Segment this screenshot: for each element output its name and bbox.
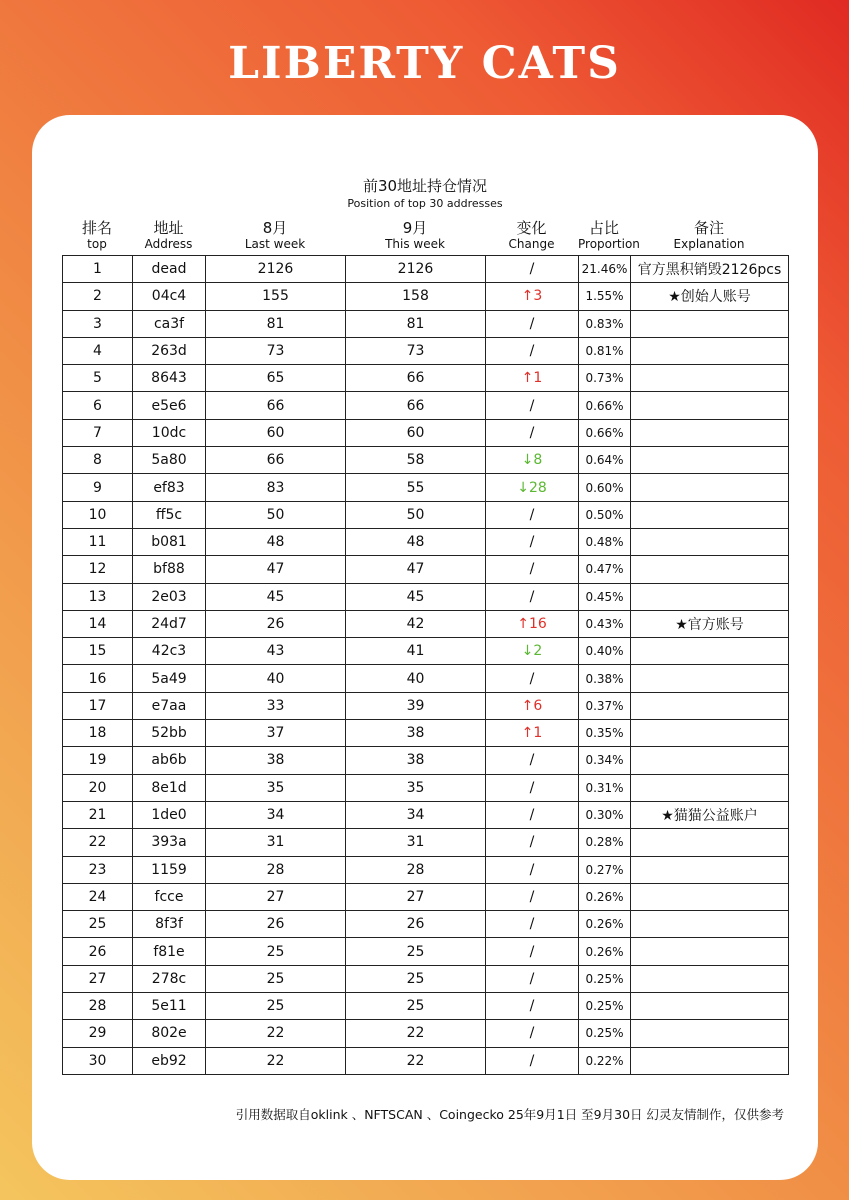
table-row xyxy=(63,665,789,692)
table-row xyxy=(63,310,789,337)
cell-explanation xyxy=(631,638,789,665)
cell-proportion: 0.64% xyxy=(579,447,631,474)
cell-last-week: 37 xyxy=(206,720,346,747)
cell-explanation xyxy=(631,856,789,883)
cell-this-week: 35 xyxy=(346,774,486,801)
cell-rank: 8 xyxy=(63,447,133,474)
cell-change: / xyxy=(486,1047,579,1074)
cell-last-week: 40 xyxy=(206,665,346,692)
cell-rank: 14 xyxy=(63,610,133,637)
cell-last-week: 2126 xyxy=(206,256,346,283)
header-explanation-cn: 备注 xyxy=(693,219,724,237)
cell-last-week: 33 xyxy=(206,692,346,719)
cell-this-week: 47 xyxy=(346,556,486,583)
cell-change: / xyxy=(486,392,579,419)
cell-explanation xyxy=(631,556,789,583)
cell-change: / xyxy=(486,310,579,337)
cell-change: / xyxy=(486,583,579,610)
cell-proportion: 0.26% xyxy=(579,883,631,910)
cell-change: ↓2 xyxy=(486,638,579,665)
cell-this-week: 31 xyxy=(346,829,486,856)
cell-proportion: 0.48% xyxy=(579,528,631,555)
header-change-en: Change xyxy=(508,237,555,251)
cell-address: ff5c xyxy=(133,501,206,528)
cell-explanation xyxy=(631,337,789,364)
cell-rank: 23 xyxy=(63,856,133,883)
cell-proportion: 0.26% xyxy=(579,938,631,965)
cell-proportion: 21.46% xyxy=(579,256,631,283)
cell-change: ↑6 xyxy=(486,692,579,719)
cell-address: e7aa xyxy=(133,692,206,719)
table-row xyxy=(63,474,789,501)
table-row xyxy=(63,747,789,774)
table-row xyxy=(63,801,789,828)
cell-rank: 9 xyxy=(63,474,133,501)
cell-rank: 30 xyxy=(63,1047,133,1074)
cell-explanation xyxy=(631,938,789,965)
cell-this-week: 25 xyxy=(346,965,486,992)
cell-last-week: 73 xyxy=(206,337,346,364)
cell-change: / xyxy=(486,938,579,965)
holdings-table xyxy=(62,255,789,1075)
table-row xyxy=(63,829,789,856)
table-row xyxy=(63,911,789,938)
cell-change: / xyxy=(486,501,579,528)
cell-proportion: 0.81% xyxy=(579,337,631,364)
cell-address: 802e xyxy=(133,1020,206,1047)
cell-change: / xyxy=(486,337,579,364)
cell-address: 5e11 xyxy=(133,993,206,1020)
cell-change: / xyxy=(486,528,579,555)
cell-rank: 13 xyxy=(63,583,133,610)
header-rank-cn: 排名 xyxy=(81,219,112,237)
cell-last-week: 43 xyxy=(206,638,346,665)
table-row xyxy=(63,610,789,637)
table-row xyxy=(63,501,789,528)
cell-explanation: 官方黑积销毁2126pcs xyxy=(631,256,789,283)
cell-address: 5a80 xyxy=(133,447,206,474)
cell-rank: 15 xyxy=(63,638,133,665)
cell-this-week: 26 xyxy=(346,911,486,938)
cell-rank: 27 xyxy=(63,965,133,992)
cell-last-week: 66 xyxy=(206,447,346,474)
cell-this-week: 55 xyxy=(346,474,486,501)
cell-this-week: 66 xyxy=(346,365,486,392)
cell-proportion: 0.37% xyxy=(579,692,631,719)
cell-this-week: 38 xyxy=(346,720,486,747)
cell-proportion: 1.55% xyxy=(579,283,631,310)
cell-rank: 22 xyxy=(63,829,133,856)
cell-proportion: 0.66% xyxy=(579,392,631,419)
cell-proportion: 0.50% xyxy=(579,501,631,528)
cell-rank: 25 xyxy=(63,911,133,938)
cell-rank: 18 xyxy=(63,720,133,747)
header-address-cn: 地址 xyxy=(153,219,184,237)
cell-rank: 6 xyxy=(63,392,133,419)
cell-this-week: 73 xyxy=(346,337,486,364)
table-row xyxy=(63,447,789,474)
cell-this-week: 48 xyxy=(346,528,486,555)
table-row xyxy=(63,583,789,610)
cell-explanation xyxy=(631,310,789,337)
cell-explanation xyxy=(631,965,789,992)
cell-this-week: 22 xyxy=(346,1020,486,1047)
cell-address: f81e xyxy=(133,938,206,965)
cell-change: / xyxy=(486,801,579,828)
cell-rank: 19 xyxy=(63,747,133,774)
cell-change: / xyxy=(486,993,579,1020)
header-explanation xyxy=(630,219,788,252)
cell-rank: 21 xyxy=(63,801,133,828)
cell-proportion: 0.47% xyxy=(579,556,631,583)
cell-change: / xyxy=(486,829,579,856)
cell-proportion: 0.40% xyxy=(579,638,631,665)
table-row xyxy=(63,337,789,364)
cell-change: ↑16 xyxy=(486,610,579,637)
table-row xyxy=(63,283,789,310)
cell-proportion: 0.34% xyxy=(579,747,631,774)
cell-change: / xyxy=(486,747,579,774)
table-row xyxy=(63,720,789,747)
holdings-card xyxy=(32,115,818,1180)
cell-last-week: 47 xyxy=(206,556,346,583)
cell-explanation xyxy=(631,447,789,474)
cell-change: / xyxy=(486,256,579,283)
cell-address: 24d7 xyxy=(133,610,206,637)
table-row xyxy=(63,528,789,555)
cell-address: e5e6 xyxy=(133,392,206,419)
header-this-week-cn: 9月 xyxy=(402,219,428,237)
cell-change: / xyxy=(486,1020,579,1047)
cell-last-week: 35 xyxy=(206,774,346,801)
header-this-week xyxy=(345,219,485,252)
cell-last-week: 60 xyxy=(206,419,346,446)
cell-address: eb92 xyxy=(133,1047,206,1074)
table-row xyxy=(63,392,789,419)
cell-proportion: 0.22% xyxy=(579,1047,631,1074)
cell-address: ab6b xyxy=(133,747,206,774)
cell-explanation xyxy=(631,474,789,501)
cell-this-week: 25 xyxy=(346,938,486,965)
cell-last-week: 22 xyxy=(206,1047,346,1074)
table-title-cn: 前30地址持仓情况 xyxy=(362,177,488,195)
cell-proportion: 0.45% xyxy=(579,583,631,610)
cell-address: ef83 xyxy=(133,474,206,501)
cell-proportion: 0.27% xyxy=(579,856,631,883)
cell-last-week: 25 xyxy=(206,965,346,992)
cell-rank: 11 xyxy=(63,528,133,555)
header-change xyxy=(485,219,578,252)
cell-this-week: 27 xyxy=(346,883,486,910)
cell-address: 263d xyxy=(133,337,206,364)
cell-last-week: 50 xyxy=(206,501,346,528)
cell-address: bf88 xyxy=(133,556,206,583)
cell-last-week: 81 xyxy=(206,310,346,337)
table-row xyxy=(63,365,789,392)
cell-proportion: 0.73% xyxy=(579,365,631,392)
cell-last-week: 26 xyxy=(206,610,346,637)
cell-this-week: 22 xyxy=(346,1047,486,1074)
cell-this-week: 81 xyxy=(346,310,486,337)
header-explanation-en: Explanation xyxy=(673,237,745,251)
source-footer: 引用数据取自oklink 、NFTSCAN 、Coingecko 25年9月1日 至9月30日 幻灵友情制作，仅供参考 xyxy=(235,1107,784,1122)
header-rank xyxy=(62,219,132,252)
cell-explanation xyxy=(631,1047,789,1074)
table-row xyxy=(63,883,789,910)
table-row xyxy=(63,256,789,283)
cell-last-week: 25 xyxy=(206,938,346,965)
cell-address: 8f3f xyxy=(133,911,206,938)
cell-this-week: 38 xyxy=(346,747,486,774)
cell-proportion: 0.66% xyxy=(579,419,631,446)
header-proportion xyxy=(578,219,640,252)
cell-change: ↑1 xyxy=(486,720,579,747)
cell-change: / xyxy=(486,965,579,992)
header-rank-en: top xyxy=(87,237,107,251)
cell-rank: 24 xyxy=(63,883,133,910)
cell-last-week: 155 xyxy=(206,283,346,310)
cell-explanation xyxy=(631,829,789,856)
cell-this-week: 158 xyxy=(346,283,486,310)
cell-explanation xyxy=(631,365,789,392)
cell-last-week: 25 xyxy=(206,993,346,1020)
cell-explanation xyxy=(631,720,789,747)
cell-change: / xyxy=(486,911,579,938)
table-row xyxy=(63,993,789,1020)
cell-last-week: 45 xyxy=(206,583,346,610)
cell-last-week: 34 xyxy=(206,801,346,828)
header-this-week-en: This week xyxy=(385,237,445,251)
cell-change: ↑3 xyxy=(486,283,579,310)
cell-last-week: 38 xyxy=(206,747,346,774)
cell-address: 278c xyxy=(133,965,206,992)
cell-explanation xyxy=(631,1020,789,1047)
table-row xyxy=(63,1020,789,1047)
cell-explanation xyxy=(631,883,789,910)
table-row xyxy=(63,692,789,719)
header-change-cn: 变化 xyxy=(516,219,547,237)
header-last-week-cn: 8月 xyxy=(262,219,288,237)
cell-this-week: 42 xyxy=(346,610,486,637)
cell-change: / xyxy=(486,556,579,583)
cell-rank: 29 xyxy=(63,1020,133,1047)
cell-this-week: 34 xyxy=(346,801,486,828)
cell-last-week: 48 xyxy=(206,528,346,555)
cell-change: / xyxy=(486,883,579,910)
table-title-en: Position of top 30 addresses xyxy=(347,197,503,210)
cell-rank: 20 xyxy=(63,774,133,801)
header-address xyxy=(132,219,205,252)
cell-proportion: 0.60% xyxy=(579,474,631,501)
cell-rank: 17 xyxy=(63,692,133,719)
cell-proportion: 0.43% xyxy=(579,610,631,637)
cell-change: / xyxy=(486,856,579,883)
cell-this-week: 39 xyxy=(346,692,486,719)
cell-this-week: 58 xyxy=(346,447,486,474)
cell-proportion: 0.28% xyxy=(579,829,631,856)
cell-address: 52bb xyxy=(133,720,206,747)
cell-address: 393a xyxy=(133,829,206,856)
column-headers xyxy=(62,219,788,255)
table-row xyxy=(63,419,789,446)
cell-rank: 1 xyxy=(63,256,133,283)
cell-explanation xyxy=(631,665,789,692)
cell-rank: 26 xyxy=(63,938,133,965)
cell-this-week: 41 xyxy=(346,638,486,665)
cell-rank: 2 xyxy=(63,283,133,310)
cell-proportion: 0.31% xyxy=(579,774,631,801)
cell-change: ↑1 xyxy=(486,365,579,392)
cell-this-week: 45 xyxy=(346,583,486,610)
cell-proportion: 0.25% xyxy=(579,993,631,1020)
cell-proportion: 0.25% xyxy=(579,965,631,992)
cell-rank: 12 xyxy=(63,556,133,583)
cell-change: / xyxy=(486,665,579,692)
cell-address: 8e1d xyxy=(133,774,206,801)
cell-address: 04c4 xyxy=(133,283,206,310)
cell-last-week: 65 xyxy=(206,365,346,392)
cell-address: 10dc xyxy=(133,419,206,446)
table-row xyxy=(63,638,789,665)
cell-this-week: 28 xyxy=(346,856,486,883)
cell-explanation xyxy=(631,392,789,419)
cell-rank: 3 xyxy=(63,310,133,337)
cell-change: / xyxy=(486,774,579,801)
cell-proportion: 0.35% xyxy=(579,720,631,747)
cell-last-week: 26 xyxy=(206,911,346,938)
cell-explanation: ★创始人账号 xyxy=(631,283,789,310)
cell-address: fcce xyxy=(133,883,206,910)
cell-this-week: 50 xyxy=(346,501,486,528)
cell-address: 1de0 xyxy=(133,801,206,828)
table-row xyxy=(63,965,789,992)
cell-change: / xyxy=(486,419,579,446)
cell-explanation xyxy=(631,528,789,555)
cell-this-week: 25 xyxy=(346,993,486,1020)
cell-explanation xyxy=(631,583,789,610)
cell-explanation xyxy=(631,501,789,528)
cell-explanation xyxy=(631,692,789,719)
header-last-week xyxy=(205,219,345,252)
cell-address: 2e03 xyxy=(133,583,206,610)
table-row xyxy=(63,856,789,883)
header-last-week-en: Last week xyxy=(244,237,306,251)
header-proportion-cn: 占比 xyxy=(588,219,619,237)
cell-explanation xyxy=(631,774,789,801)
cell-proportion: 0.38% xyxy=(579,665,631,692)
holdings-table-body xyxy=(63,256,789,1075)
cell-proportion: 0.26% xyxy=(579,911,631,938)
cell-address: dead xyxy=(133,256,206,283)
cell-explanation xyxy=(631,911,789,938)
cell-rank: 7 xyxy=(63,419,133,446)
cell-last-week: 27 xyxy=(206,883,346,910)
cell-proportion: 0.83% xyxy=(579,310,631,337)
table-row xyxy=(63,938,789,965)
cell-explanation: ★猫猫公益账户 xyxy=(631,801,789,828)
cell-this-week: 2126 xyxy=(346,256,486,283)
cell-rank: 10 xyxy=(63,501,133,528)
table-row xyxy=(63,774,789,801)
cell-proportion: 0.25% xyxy=(579,1020,631,1047)
table-row xyxy=(63,556,789,583)
cell-last-week: 83 xyxy=(206,474,346,501)
cell-explanation xyxy=(631,419,789,446)
cell-this-week: 60 xyxy=(346,419,486,446)
cell-address: 5a49 xyxy=(133,665,206,692)
cell-address: ca3f xyxy=(133,310,206,337)
cell-last-week: 31 xyxy=(206,829,346,856)
cell-explanation xyxy=(631,747,789,774)
cell-rank: 5 xyxy=(63,365,133,392)
cell-last-week: 28 xyxy=(206,856,346,883)
cell-explanation xyxy=(631,993,789,1020)
cell-address: 42c3 xyxy=(133,638,206,665)
cell-explanation: ★官方账号 xyxy=(631,610,789,637)
header-proportion-en: Proportion xyxy=(578,237,640,251)
cell-rank: 28 xyxy=(63,993,133,1020)
cell-address: 8643 xyxy=(133,365,206,392)
cell-address: b081 xyxy=(133,528,206,555)
cell-proportion: 0.30% xyxy=(579,801,631,828)
cell-change: ↓28 xyxy=(486,474,579,501)
cell-change: ↓8 xyxy=(486,447,579,474)
cell-this-week: 66 xyxy=(346,392,486,419)
cell-rank: 16 xyxy=(63,665,133,692)
cell-rank: 4 xyxy=(63,337,133,364)
cell-last-week: 66 xyxy=(206,392,346,419)
brand-title: LIBERTY CATS xyxy=(228,38,621,89)
table-row xyxy=(63,1047,789,1074)
header-address-en: Address xyxy=(144,237,193,251)
cell-address: 1159 xyxy=(133,856,206,883)
cell-this-week: 40 xyxy=(346,665,486,692)
cell-last-week: 22 xyxy=(206,1020,346,1047)
